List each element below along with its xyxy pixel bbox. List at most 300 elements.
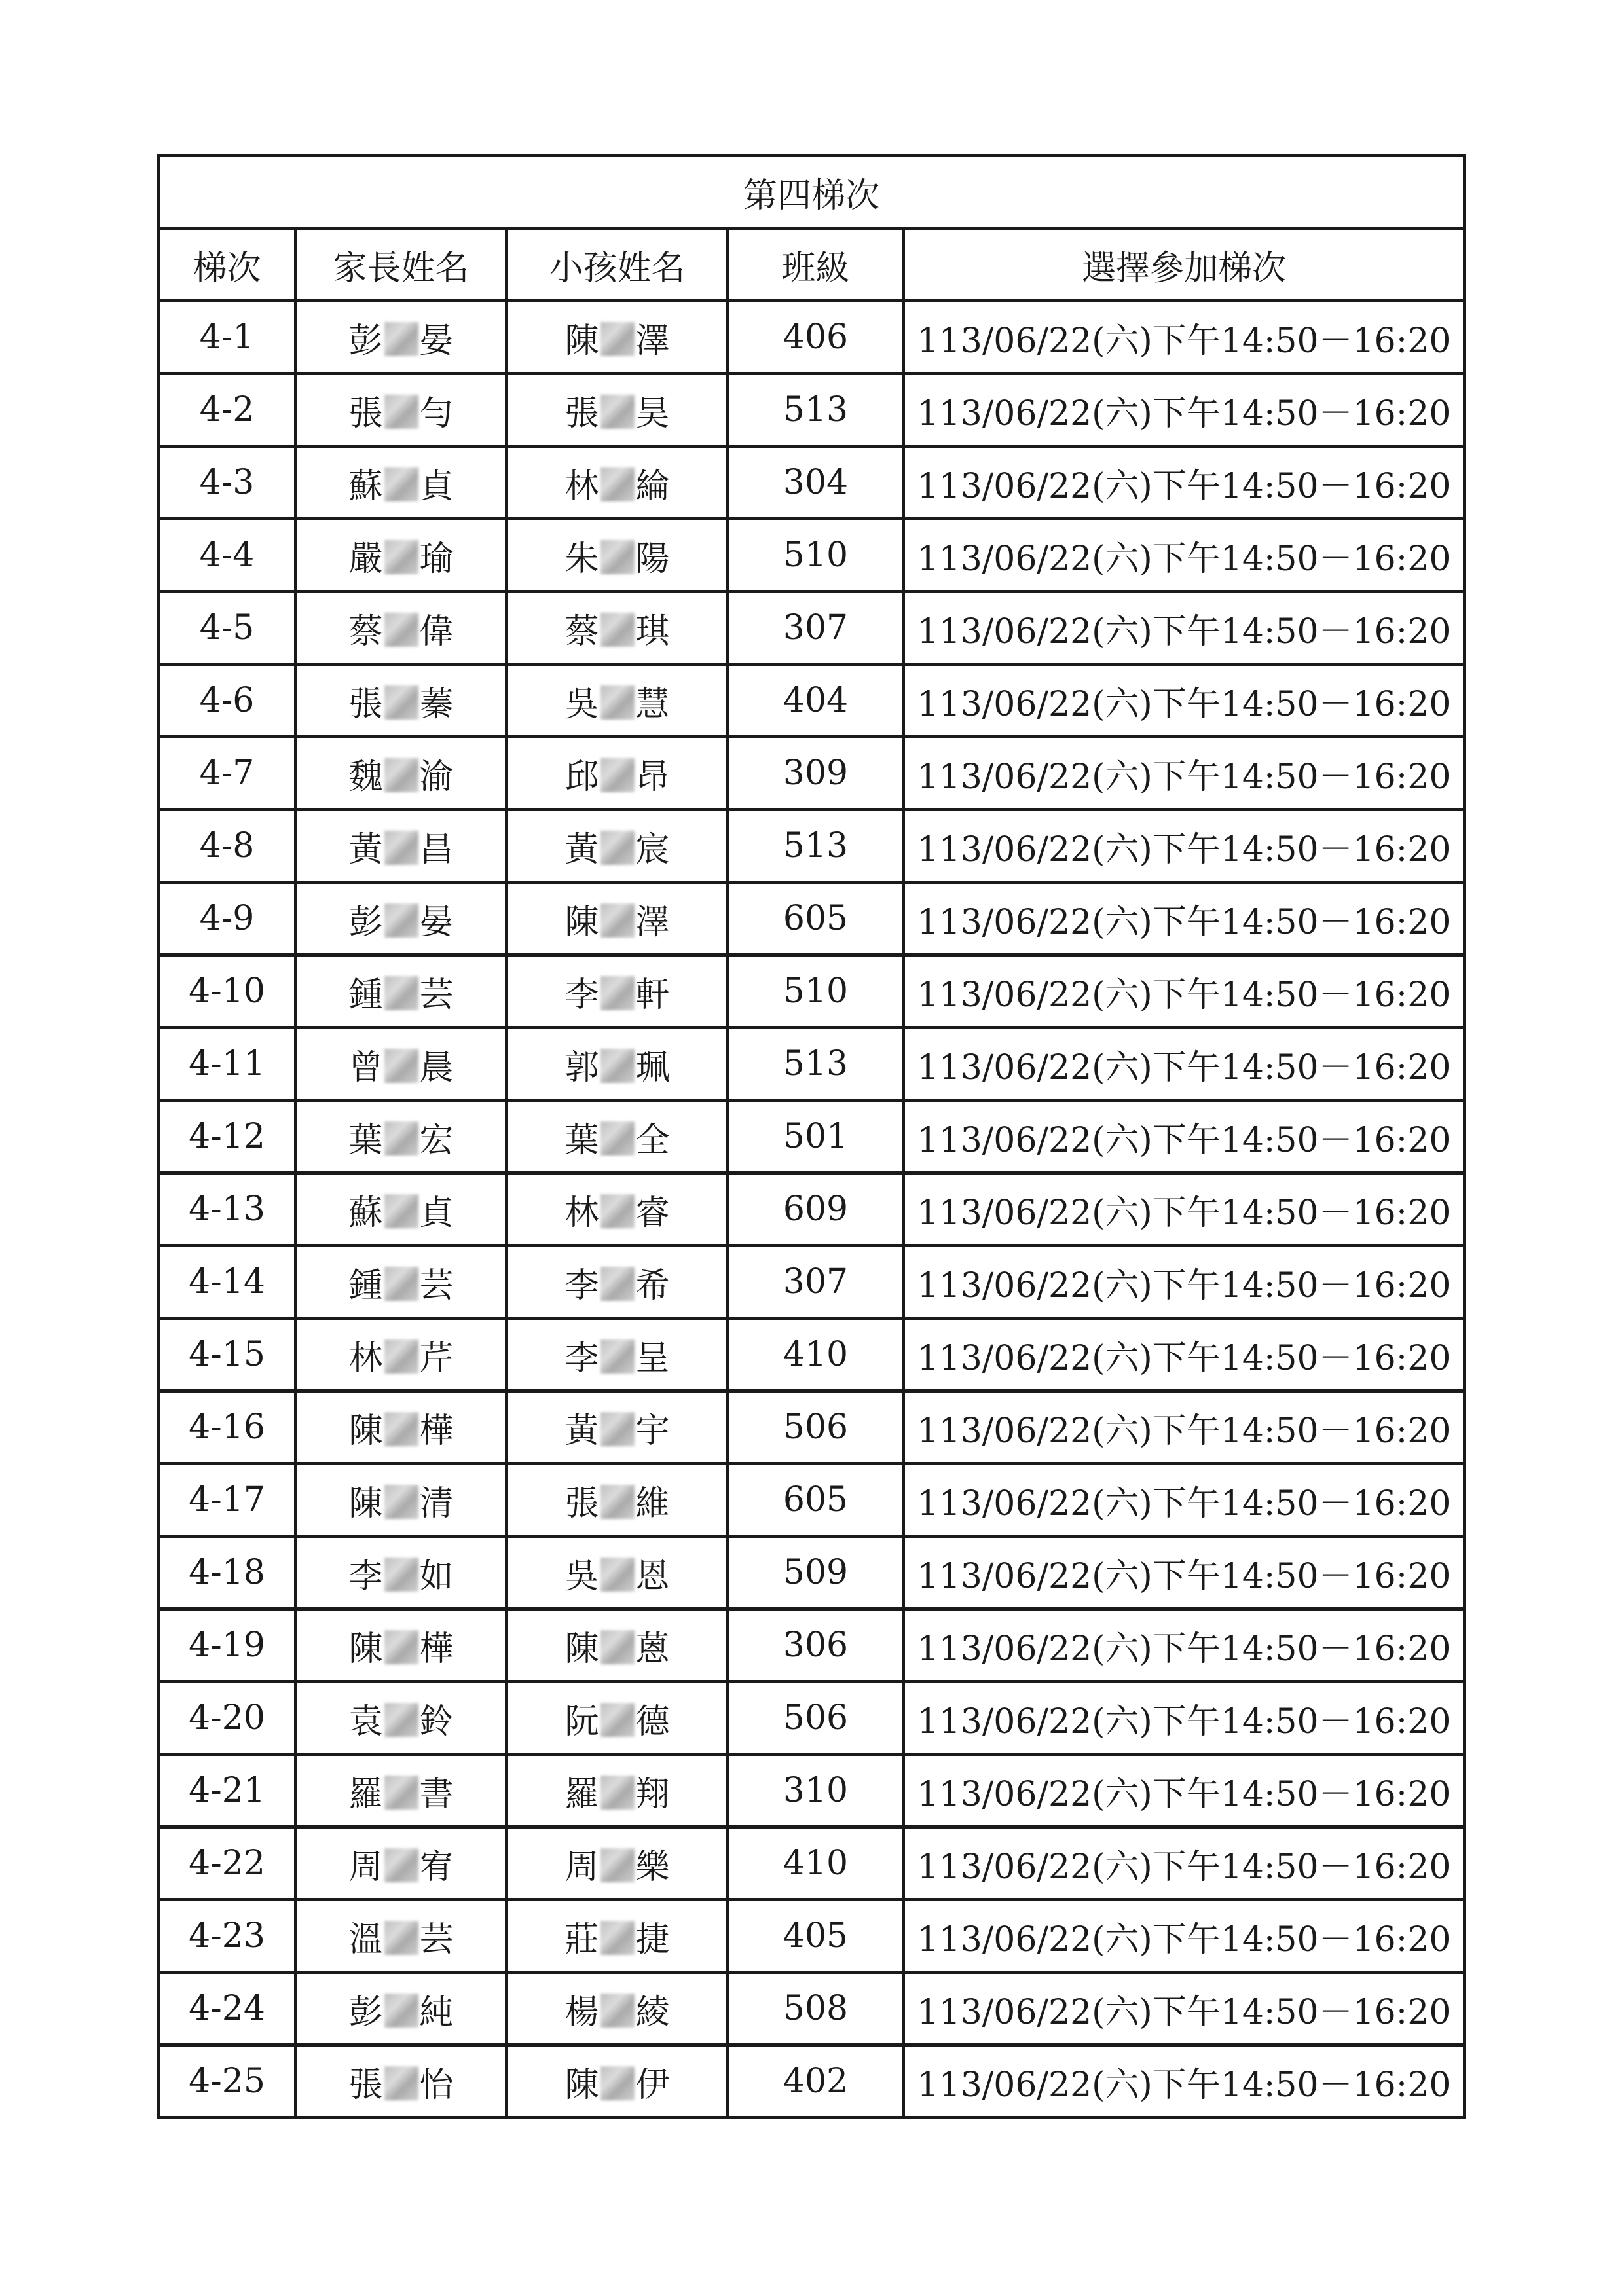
parent-name-cell: [296, 1101, 507, 1173]
class-cell: 310: [728, 1755, 904, 1827]
child-name-cell-surname: 林: [564, 1193, 599, 1233]
session-cell: 113/06/22(六)下午14:50－16:20: [904, 883, 1465, 955]
child-name-cell: [507, 2045, 728, 2118]
session-cell: 113/06/22(六)下午14:50－16:20: [904, 665, 1465, 737]
tier-cell: 4-4: [158, 519, 296, 592]
session-cell: 113/06/22(六)下午14:50－16:20: [904, 1827, 1465, 1900]
redacted-character: [384, 1485, 418, 1519]
redacted-character: [384, 976, 418, 1010]
parent-name-cell-given-end: 怡: [419, 2065, 454, 2105]
parent-name-cell-surname: 黃: [348, 829, 383, 869]
class-cell: 410: [728, 1827, 904, 1900]
child-name-cell-given-end: 維: [635, 1484, 670, 1523]
redacted-character: [384, 1776, 418, 1810]
redacted-character: [384, 831, 418, 865]
parent-name-cell-given-end: 晨: [419, 1048, 454, 1087]
class-cell: 506: [728, 1391, 904, 1464]
parent-name-cell-surname: 林: [348, 1338, 383, 1378]
parent-name-cell-given-end: 芸: [419, 1266, 454, 1305]
redacted-character: [600, 395, 635, 429]
redacted-character: [384, 685, 418, 720]
redacted-character: [600, 1267, 635, 1301]
class-cell: 510: [728, 519, 904, 592]
table-body: [158, 301, 1465, 2118]
redacted-character: [600, 1703, 635, 1737]
child-name-cell-surname: 林: [564, 466, 599, 506]
class-cell: 513: [728, 374, 904, 446]
child-name-cell: [507, 446, 728, 519]
child-name-cell-surname: 邱: [564, 757, 599, 797]
child-name-cell: [507, 301, 728, 374]
parent-name-cell-given-end: 蓁: [419, 684, 454, 724]
parent-name-cell: [296, 446, 507, 519]
tier-cell: 4-7: [158, 737, 296, 810]
table-title: 第四梯次: [158, 156, 1465, 228]
tier-cell: 4-2: [158, 374, 296, 446]
redacted-character: [600, 685, 635, 720]
session-cell: 113/06/22(六)下午14:50－16:20: [904, 737, 1465, 810]
child-name-cell: [507, 1827, 728, 1900]
parent-name-cell-given-end: 芹: [419, 1338, 454, 1378]
child-name-cell-given-end: 捷: [635, 1920, 670, 1959]
table-row: [158, 1609, 1465, 1682]
parent-name-cell-given-end: 偉: [419, 611, 454, 651]
class-cell: 410: [728, 1319, 904, 1391]
child-name-cell: [507, 1173, 728, 1246]
child-name-cell: [507, 1101, 728, 1173]
session-cell: 113/06/22(六)下午14:50－16:20: [904, 1609, 1465, 1682]
child-name-cell-surname: 葉: [564, 1120, 599, 1160]
parent-name-cell: [296, 1246, 507, 1319]
session-cell: 113/06/22(六)下午14:50－16:20: [904, 446, 1465, 519]
child-name-cell: [507, 1973, 728, 2045]
session-cell: 113/06/22(六)下午14:50－16:20: [904, 2045, 1465, 2118]
parent-name-cell: [296, 955, 507, 1028]
child-name-cell: [507, 955, 728, 1028]
tier-cell: 4-19: [158, 1609, 296, 1682]
class-cell: 304: [728, 446, 904, 519]
redacted-character: [600, 1994, 635, 2028]
parent-name-cell-surname: 曾: [348, 1048, 383, 1087]
parent-name-cell-given-end: 如: [419, 1556, 454, 1596]
parent-name-cell: [296, 883, 507, 955]
parent-name-cell-surname: 彭: [348, 902, 383, 942]
parent-name-cell-surname: 蔡: [348, 611, 383, 651]
child-name-cell-given-end: 綸: [635, 466, 670, 506]
session-cell: 113/06/22(六)下午14:50－16:20: [904, 810, 1465, 883]
parent-name-cell: [296, 592, 507, 665]
redacted-character: [600, 540, 635, 574]
tier-cell: 4-17: [158, 1464, 296, 1537]
session-cell: 113/06/22(六)下午14:50－16:20: [904, 1173, 1465, 1246]
session-cell: 113/06/22(六)下午14:50－16:20: [904, 301, 1465, 374]
parent-name-cell-surname: 陳: [348, 1484, 383, 1523]
tier-cell: 4-12: [158, 1101, 296, 1173]
session-cell: 113/06/22(六)下午14:50－16:20: [904, 955, 1465, 1028]
parent-name-cell-surname: 張: [348, 684, 383, 724]
table-row: [158, 1755, 1465, 1827]
child-name-cell-surname: 黃: [564, 1411, 599, 1451]
parent-name-cell: [296, 665, 507, 737]
tier-cell: 4-22: [158, 1827, 296, 1900]
table-row: [158, 883, 1465, 955]
redacted-character: [600, 613, 635, 647]
table-row: [158, 446, 1465, 519]
parent-name-cell: [296, 301, 507, 374]
tier-cell: 4-3: [158, 446, 296, 519]
parent-name-cell-surname: 嚴: [348, 539, 383, 579]
table-row: [158, 374, 1465, 446]
child-name-cell-given-end: 澤: [635, 321, 670, 361]
class-cell: 307: [728, 592, 904, 665]
child-name-cell-given-end: 睿: [635, 1193, 670, 1233]
class-cell: 509: [728, 1537, 904, 1609]
redacted-character: [600, 1049, 635, 1083]
parent-name-cell-surname: 羅: [348, 1774, 383, 1814]
table-row: [158, 1464, 1465, 1537]
parent-name-cell-given-end: 宥: [419, 1847, 454, 1887]
redacted-character: [600, 2066, 635, 2100]
tier-cell: 4-23: [158, 1900, 296, 1973]
parent-name-cell-given-end: 瑜: [419, 539, 454, 579]
parent-name-cell-surname: 鍾: [348, 975, 383, 1015]
parent-name-cell-surname: 袁: [348, 1702, 383, 1741]
tier-cell: 4-8: [158, 810, 296, 883]
parent-name-cell: [296, 810, 507, 883]
tier-cell: 4-11: [158, 1028, 296, 1101]
parent-name-cell: [296, 374, 507, 446]
child-name-cell-surname: 黃: [564, 829, 599, 869]
class-cell: 309: [728, 737, 904, 810]
child-name-cell-surname: 吳: [564, 684, 599, 724]
tier-cell: 4-16: [158, 1391, 296, 1464]
parent-name-cell-surname: 張: [348, 2065, 383, 2105]
parent-name-cell: [296, 519, 507, 592]
tier-cell: 4-14: [158, 1246, 296, 1319]
redacted-character: [384, 1121, 418, 1156]
redacted-character: [600, 467, 635, 501]
redacted-character: [384, 1412, 418, 1446]
redacted-character: [384, 1194, 418, 1228]
parent-name-cell-given-end: 書: [419, 1774, 454, 1814]
parent-name-cell-given-end: 勻: [419, 393, 454, 433]
class-cell: 508: [728, 1973, 904, 2045]
table-row: [158, 810, 1465, 883]
redacted-character: [384, 1994, 418, 2028]
parent-name-cell-given-end: 晏: [419, 321, 454, 361]
redacted-character: [600, 1630, 635, 1664]
parent-name-cell: [296, 1173, 507, 1246]
class-cell: 609: [728, 1173, 904, 1246]
table-row: [158, 1173, 1465, 1246]
parent-name-cell: [296, 1609, 507, 1682]
table-row: [158, 1973, 1465, 2045]
child-name-cell-surname: 蔡: [564, 611, 599, 651]
parent-name-cell-given-end: 芸: [419, 975, 454, 1015]
parent-name-cell: [296, 1682, 507, 1755]
redacted-character: [384, 322, 418, 356]
parent-name-cell-given-end: 貞: [419, 1193, 454, 1233]
child-name-cell-surname: 阮: [564, 1702, 599, 1741]
header-parent-name: 家長姓名: [296, 228, 507, 301]
class-cell: 406: [728, 301, 904, 374]
redacted-character: [600, 1339, 635, 1374]
redacted-character: [384, 1558, 418, 1592]
child-name-cell-surname: 李: [564, 975, 599, 1015]
child-name-cell: [507, 1246, 728, 1319]
class-cell: 501: [728, 1101, 904, 1173]
child-name-cell: [507, 519, 728, 592]
parent-name-cell-surname: 魏: [348, 757, 383, 797]
roster-table: [157, 154, 1466, 2119]
redacted-character: [384, 467, 418, 501]
session-cell: 113/06/22(六)下午14:50－16:20: [904, 519, 1465, 592]
child-name-cell-given-end: 德: [635, 1702, 670, 1741]
parent-name-cell-surname: 周: [348, 1847, 383, 1887]
tier-cell: 4-5: [158, 592, 296, 665]
tier-cell: 4-21: [158, 1755, 296, 1827]
parent-name-cell: [296, 2045, 507, 2118]
child-name-cell-given-end: 呈: [635, 1338, 670, 1378]
table-row: [158, 1900, 1465, 1973]
tier-cell: 4-9: [158, 883, 296, 955]
child-name-cell-given-end: 宇: [635, 1411, 670, 1451]
child-name-cell: [507, 1319, 728, 1391]
table-row: [158, 1319, 1465, 1391]
redacted-character: [384, 1339, 418, 1374]
child-name-cell-given-end: 綾: [635, 1992, 670, 2032]
redacted-character: [600, 903, 635, 938]
redacted-character: [384, 395, 418, 429]
parent-name-cell-given-end: 清: [419, 1484, 454, 1523]
redacted-character: [384, 1848, 418, 1882]
header-session: 選擇參加梯次: [904, 228, 1465, 301]
tier-cell: 4-18: [158, 1537, 296, 1609]
child-name-cell-surname: 朱: [564, 539, 599, 579]
session-cell: 113/06/22(六)下午14:50－16:20: [904, 1391, 1465, 1464]
parent-name-cell-given-end: 昌: [419, 829, 454, 869]
table-row: [158, 301, 1465, 374]
child-name-cell: [507, 1537, 728, 1609]
session-cell: 113/06/22(六)下午14:50－16:20: [904, 1682, 1465, 1755]
parent-name-cell: [296, 1827, 507, 1900]
child-name-cell-given-end: 蒽: [635, 1629, 670, 1669]
parent-name-cell-surname: 溫: [348, 1920, 383, 1959]
redacted-character: [384, 613, 418, 647]
parent-name-cell-surname: 李: [348, 1556, 383, 1596]
child-name-cell-surname: 張: [564, 1484, 599, 1523]
redacted-character: [600, 1558, 635, 1592]
class-cell: 307: [728, 1246, 904, 1319]
redacted-character: [384, 1267, 418, 1301]
header-tier: 梯次: [158, 228, 296, 301]
table-row: [158, 955, 1465, 1028]
table-row: [158, 1028, 1465, 1101]
header-child-name: 小孩姓名: [507, 228, 728, 301]
redacted-character: [384, 1921, 418, 1955]
parent-name-cell-surname: 蘇: [348, 466, 383, 506]
table-row: [158, 592, 1465, 665]
session-cell: 113/06/22(六)下午14:50－16:20: [904, 1755, 1465, 1827]
tier-cell: 4-15: [158, 1319, 296, 1391]
parent-name-cell: [296, 737, 507, 810]
redacted-character: [384, 1630, 418, 1664]
child-name-cell: [507, 1028, 728, 1101]
table-row: [158, 1827, 1465, 1900]
child-name-cell: [507, 1755, 728, 1827]
parent-name-cell-given-end: 宏: [419, 1120, 454, 1160]
child-name-cell-given-end: 昂: [635, 757, 670, 797]
parent-name-cell-given-end: 樺: [419, 1411, 454, 1451]
parent-name-cell-given-end: 樺: [419, 1629, 454, 1669]
parent-name-cell: [296, 1391, 507, 1464]
parent-name-cell-given-end: 貞: [419, 466, 454, 506]
table-row: [158, 665, 1465, 737]
parent-name-cell-surname: 鍾: [348, 1266, 383, 1305]
child-name-cell: [507, 665, 728, 737]
child-name-cell: [507, 1391, 728, 1464]
child-name-cell: [507, 592, 728, 665]
parent-name-cell-given-end: 純: [419, 1992, 454, 2032]
class-cell: 506: [728, 1682, 904, 1755]
child-name-cell-surname: 李: [564, 1338, 599, 1378]
child-name-cell-surname: 郭: [564, 1048, 599, 1087]
tier-cell: 4-25: [158, 2045, 296, 2118]
child-name-cell: [507, 1682, 728, 1755]
session-cell: 113/06/22(六)下午14:50－16:20: [904, 1900, 1465, 1973]
child-name-cell-given-end: 樂: [635, 1847, 670, 1887]
tier-cell: 4-24: [158, 1973, 296, 2045]
class-cell: 405: [728, 1900, 904, 1973]
table-row: [158, 1537, 1465, 1609]
child-name-cell-surname: 陳: [564, 321, 599, 361]
table-title-row: [158, 156, 1465, 228]
table-row: [158, 1391, 1465, 1464]
parent-name-cell-given-end: 渝: [419, 757, 454, 797]
table-row: [158, 519, 1465, 592]
redacted-character: [600, 1921, 635, 1955]
child-name-cell-surname: 吳: [564, 1556, 599, 1596]
session-cell: 113/06/22(六)下午14:50－16:20: [904, 1464, 1465, 1537]
table-row: [158, 1246, 1465, 1319]
parent-name-cell: [296, 1973, 507, 2045]
parent-name-cell-surname: 葉: [348, 1120, 383, 1160]
parent-name-cell: [296, 1464, 507, 1537]
session-cell: 113/06/22(六)下午14:50－16:20: [904, 592, 1465, 665]
redacted-character: [600, 1776, 635, 1810]
parent-name-cell-surname: 蘇: [348, 1193, 383, 1233]
redacted-character: [600, 1121, 635, 1156]
parent-name-cell: [296, 1319, 507, 1391]
session-cell: 113/06/22(六)下午14:50－16:20: [904, 1101, 1465, 1173]
redacted-character: [384, 2066, 418, 2100]
redacted-character: [384, 1703, 418, 1737]
parent-name-cell-given-end: 芸: [419, 1920, 454, 1959]
session-cell: 113/06/22(六)下午14:50－16:20: [904, 1319, 1465, 1391]
child-name-cell-given-end: 珮: [635, 1048, 670, 1087]
parent-name-cell: [296, 1537, 507, 1609]
tier-cell: 4-6: [158, 665, 296, 737]
class-cell: 306: [728, 1609, 904, 1682]
child-name-cell-surname: 李: [564, 1266, 599, 1305]
child-name-cell-surname: 莊: [564, 1920, 599, 1959]
child-name-cell: [507, 810, 728, 883]
redacted-character: [600, 1412, 635, 1446]
class-cell: 404: [728, 665, 904, 737]
session-cell: 113/06/22(六)下午14:50－16:20: [904, 1028, 1465, 1101]
parent-name-cell-surname: 陳: [348, 1629, 383, 1669]
redacted-character: [600, 1848, 635, 1882]
child-name-cell-surname: 張: [564, 393, 599, 433]
parent-name-cell-surname: 彭: [348, 1992, 383, 2032]
parent-name-cell: [296, 1028, 507, 1101]
child-name-cell-given-end: 伊: [635, 2065, 670, 2105]
child-name-cell-given-end: 琪: [635, 611, 670, 651]
redacted-character: [600, 758, 635, 792]
session-cell: 113/06/22(六)下午14:50－16:20: [904, 374, 1465, 446]
child-name-cell-surname: 陳: [564, 1629, 599, 1669]
redacted-character: [384, 903, 418, 938]
session-cell: 113/06/22(六)下午14:50－16:20: [904, 1246, 1465, 1319]
child-name-cell-given-end: 希: [635, 1266, 670, 1305]
class-cell: 605: [728, 883, 904, 955]
session-cell: 113/06/22(六)下午14:50－16:20: [904, 1973, 1465, 2045]
child-name-cell-given-end: 昊: [635, 393, 670, 433]
child-name-cell: [507, 374, 728, 446]
child-name-cell: [507, 883, 728, 955]
redacted-character: [600, 1194, 635, 1228]
child-name-cell-surname: 羅: [564, 1774, 599, 1814]
class-cell: 510: [728, 955, 904, 1028]
redacted-character: [384, 1049, 418, 1083]
child-name-cell-given-end: 翔: [635, 1774, 670, 1814]
child-name-cell: [507, 1900, 728, 1973]
child-name-cell-given-end: 陽: [635, 539, 670, 579]
header-class: 班級: [728, 228, 904, 301]
child-name-cell-given-end: 宸: [635, 829, 670, 869]
tier-cell: 4-20: [158, 1682, 296, 1755]
tier-cell: 4-10: [158, 955, 296, 1028]
child-name-cell-given-end: 慧: [635, 684, 670, 724]
redacted-character: [384, 540, 418, 574]
table-row: [158, 2045, 1465, 2118]
child-name-cell-given-end: 恩: [635, 1556, 670, 1596]
redacted-character: [384, 758, 418, 792]
child-name-cell-surname: 陳: [564, 2065, 599, 2105]
parent-name-cell-surname: 陳: [348, 1411, 383, 1451]
redacted-character: [600, 831, 635, 865]
table-header-row: [158, 228, 1465, 301]
class-cell: 513: [728, 810, 904, 883]
parent-name-cell-surname: 彭: [348, 321, 383, 361]
child-name-cell-given-end: 全: [635, 1120, 670, 1160]
child-name-cell: [507, 1609, 728, 1682]
redacted-character: [600, 976, 635, 1010]
class-cell: 605: [728, 1464, 904, 1537]
child-name-cell: [507, 737, 728, 810]
parent-name-cell-given-end: 晏: [419, 902, 454, 942]
session-cell: 113/06/22(六)下午14:50－16:20: [904, 1537, 1465, 1609]
table-row: [158, 1682, 1465, 1755]
redacted-character: [600, 1485, 635, 1519]
table-row: [158, 737, 1465, 810]
class-cell: 402: [728, 2045, 904, 2118]
child-name-cell-surname: 陳: [564, 902, 599, 942]
parent-name-cell: [296, 1755, 507, 1827]
tier-cell: 4-13: [158, 1173, 296, 1246]
parent-name-cell-surname: 張: [348, 393, 383, 433]
class-cell: 513: [728, 1028, 904, 1101]
